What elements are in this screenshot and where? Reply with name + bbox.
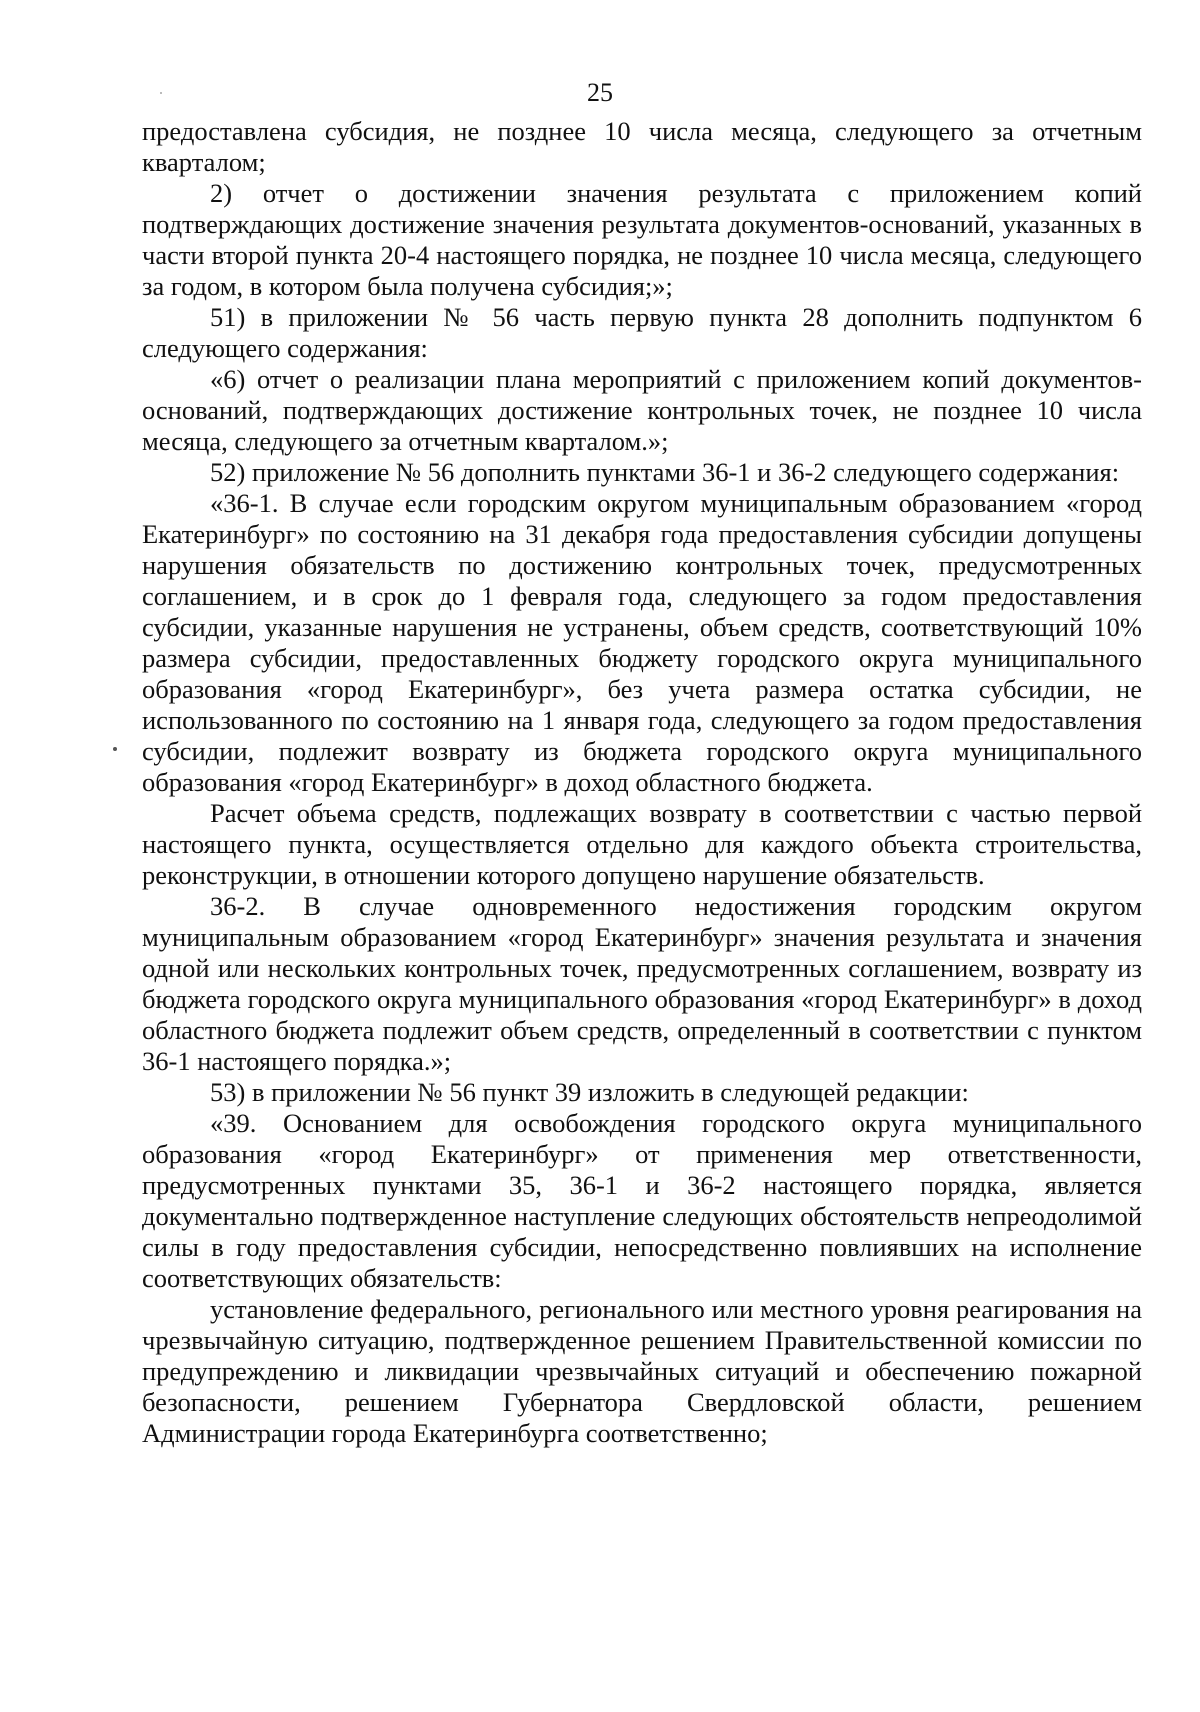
paragraph-report-2: 2) отчет о достижении значения результата с приложением копий подтверждающих достижение значения результата документов-оснований, указанных в части второй пункта 20-4 настоящего порядка, не позднее 10 числа месяца, следующего за годом, в котором была получена субсидия;»; <box>142 178 1142 301</box>
paragraph-calculation: Расчет объема средств, подлежащих возврату в соответствии с частью первой настоящего пункта, осуществляется отдельно для каждого объекта строительства, реконструкции, в отношении которого допущено нарушение обязательств. <box>142 798 1142 890</box>
paragraph-point-36-1: «36-1. В случае если городским округом муниципальным образованием «город Екатеринбург» по состоянию на 31 декабря года предоставления субсидии допущены нарушения обязательств по достижению контрольных точек, предусмотренных соглашением, и в срок до 1 февраля года, следующего за годом предоставления субсидии, указанные нарушения не устранены, объем средств, соответствующий 10% размера субсидии, предоставленных бюджету городского округа муниципального образования «город Екатеринбург», без учета размера остатка субсидии, не использованного по состоянию на 1 января года, следующего за годом предоставления субсидии, подлежит возврату из бюджета городского округа муниципального образования «город Екатеринбург» в доход областного бюджета. <box>142 488 1142 797</box>
paragraph-item-51: 51) в приложении № 56 часть первую пункта 28 дополнить подпунктом 6 следующего содержания: <box>142 302 1142 363</box>
scan-dot <box>113 747 117 751</box>
paragraph-point-36-2: 36-2. В случае одновременного недостижения городским округом муниципальным образованием «город Екатеринбург» значения результата и значения одной или нескольких контрольных точек, предусмотренных соглашением, возврату из бюджета городского округа муниципального образования «город Екатеринбург» в доход областного бюджета подлежит объем средств, определенный в соответствии с пунктом 36-1 настоящего порядка.»; <box>142 891 1142 1076</box>
document-body <box>142 116 1142 1449</box>
page-number: 25 <box>587 78 613 107</box>
paragraph-point-39: «39. Основанием для освобождения городского округа муниципального образования «город Екатеринбург» от применения мер ответственности, предусмотренных пунктами 35, 36-1 и 36-2 настоящего порядка, является документально подтвержденное наступление следующих обстоятельств непреодолимой силы в году предоставления субсидии, непосредственно повлиявших на исполнение соответствующих обязательств: <box>142 1108 1142 1293</box>
paragraph-subitem-6: «6) отчет о реализации плана мероприятий с приложением копий документов-оснований, подтверждающих достижение контрольных точек, не позднее 10 числа месяца, следующего за отчетным кварталом.»; <box>142 364 1142 456</box>
paragraph-item-52: 52) приложение № 56 дополнить пунктами 36-1 и 36-2 следующего содержания: <box>210 457 1120 487</box>
paragraph-item-53: 53) в приложении № 56 пункт 39 изложить в следующей редакции: <box>210 1077 969 1107</box>
paragraph-continuation: предоставлена субсидия, не позднее 10 числа месяца, следующего за отчетным кварталом; <box>142 116 1142 177</box>
paragraph-emergency-level: установление федерального, регионального или местного уровня реагирования на чрезвычайную ситуацию, подтвержденное решением Правительственной комиссии по предупреждению и ликвидации чрезвычайных ситуаций и обеспечению пожарной безопасности, решением Губернатора Свердловской области, решением Администрации города Екатеринбурга соответственно; <box>142 1294 1142 1448</box>
